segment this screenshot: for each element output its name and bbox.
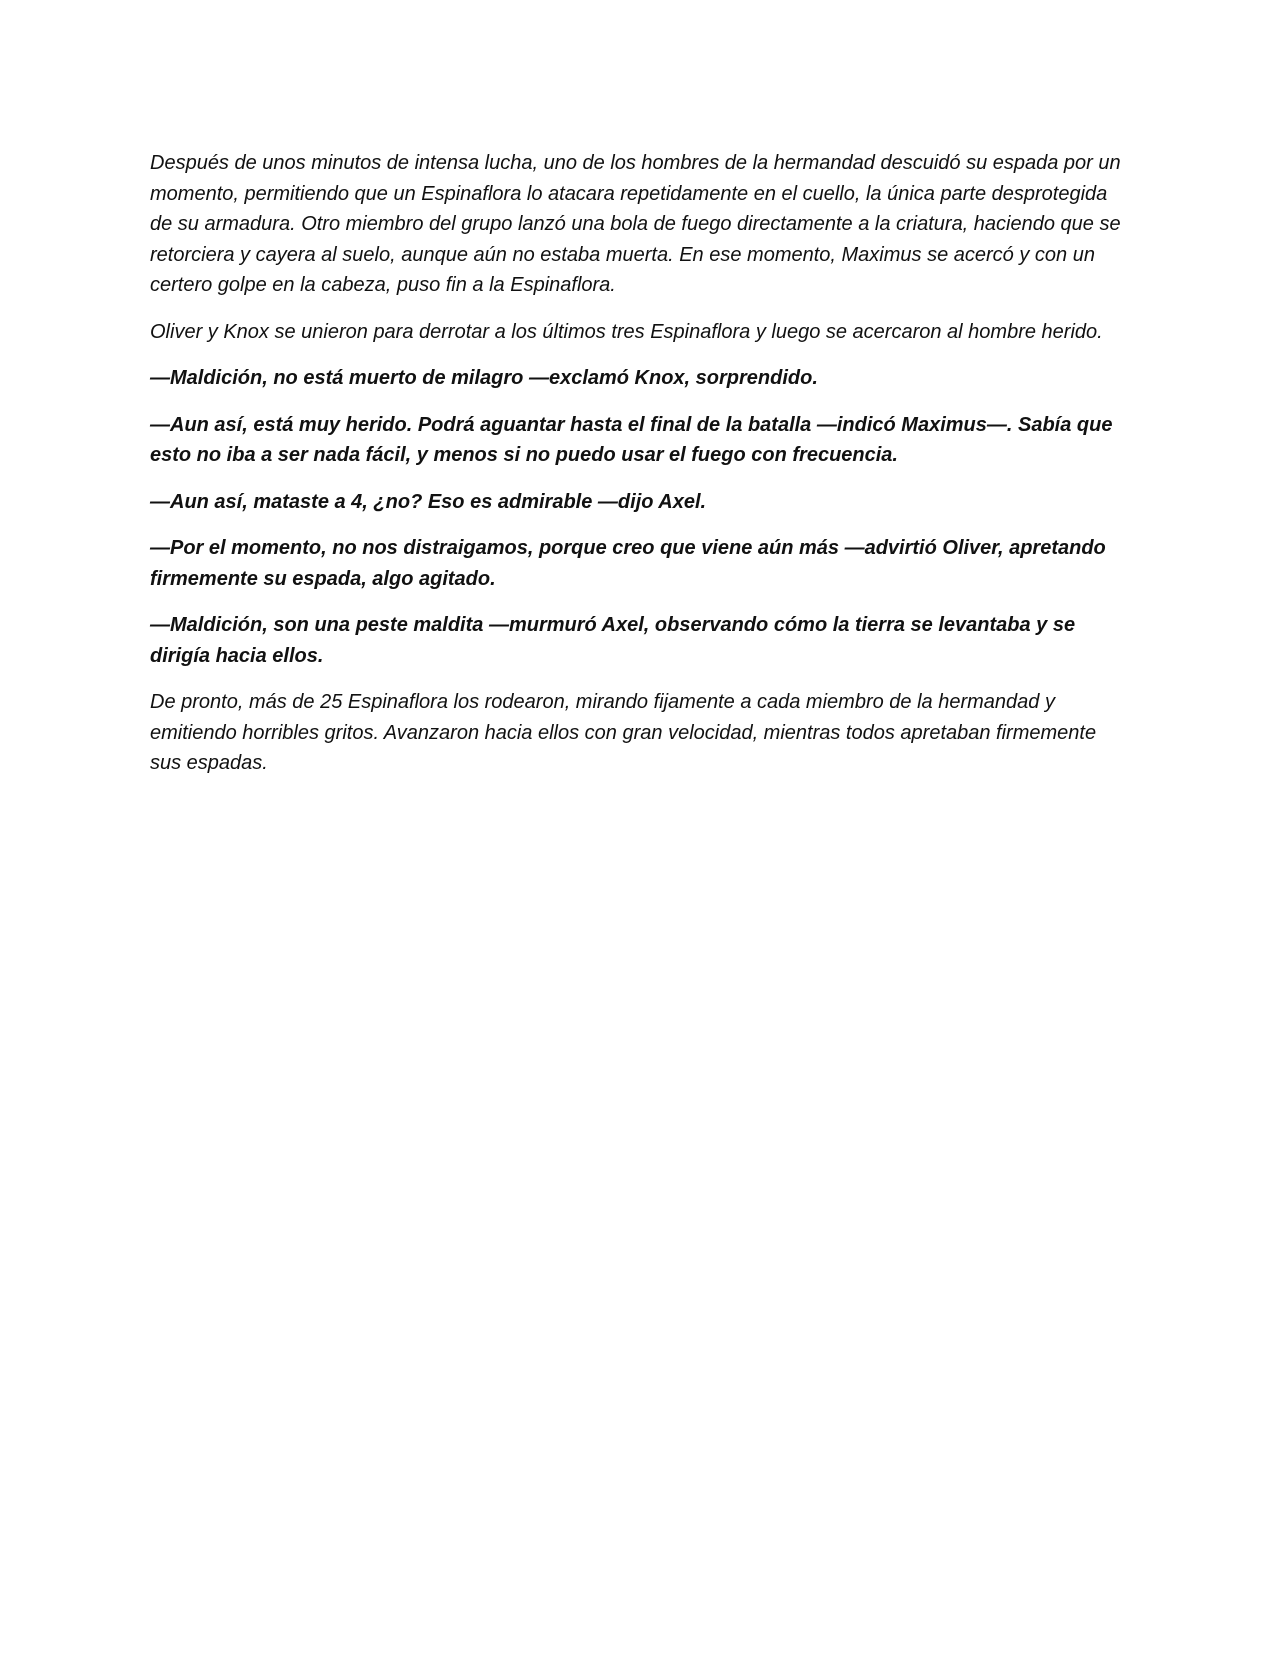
dialogue-paragraph: —Aun así, mataste a 4, ¿no? Eso es admirable —dijo Axel.: [150, 490, 707, 513]
dialogue-paragraph: —Por el momento, no nos distraigamos, porque creo que viene aún más —advirtió Oliver, apretando firmemente su espada, algo agitado.: [150, 537, 1106, 590]
narrative-paragraph: Oliver y Knox se unieron para derrotar a los últimos tres Espinaflora y luego se acercaron al hombre herido.: [150, 320, 1103, 343]
dialogue-paragraph: —Aun así, está muy herido. Podrá aguantar hasta el final de la batalla —indicó Maximus—. Sabía que esto no iba a ser nada fácil, y menos si no puedo usar el fuego con frecuencia.: [150, 413, 1113, 466]
dialogue-paragraph: —Maldición, no está muerto de milagro —exclamó Knox, sorprendido.: [150, 367, 818, 389]
narrative-paragraph: De pronto, más de 25 Espinaflora los rodearon, mirando fijamente a cada miembro de la hermandad y emitiendo horribles gritos. Avanzaron hacia ellos con gran velocidad, mientras todos apretaban firmemente sus espadas.: [150, 691, 1097, 774]
document-body: [150, 148, 1130, 795]
narrative-paragraph: Después de unos minutos de intensa lucha, uno de los hombres de la hermandad descuidó su espada por un momento, permitiendo que un Espinaflora lo atacara repetidamente en el cuello, la única parte desprotegida de su armadura. Otro miembro del grupo lanzó una bola de fuego directamente a la criatura, haciendo que se retorciera y cayera al suelo, aunque aún no estaba muerta. En ese momento, Maximus se acercó y con un certero golpe en la cabeza, puso fin a la Espinaflora.: [150, 152, 1121, 296]
dialogue-paragraph: —Maldición, son una peste maldita —murmuró Axel, observando cómo la tierra se levantaba y se dirigía hacia ellos.: [150, 614, 1076, 667]
